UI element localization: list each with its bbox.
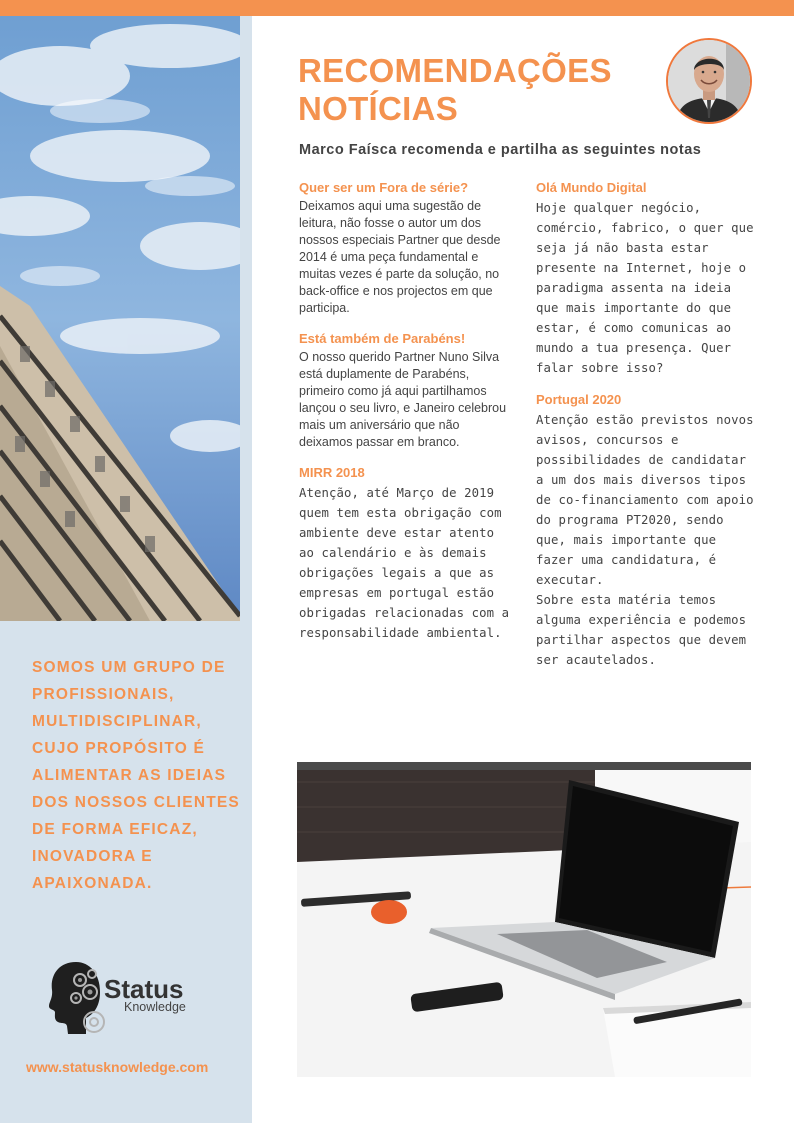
status-knowledge-logo <box>46 958 206 1038</box>
article-body: Atenção, até Março de 2019 quem tem esta obrigação com ambiente deve estar atento ao calendário e às demais obrigações legais a que as empresas em portugal estão obrigadas relacionadas com a responsabilidade ambiental. <box>299 486 510 640</box>
author-avatar <box>666 38 752 124</box>
article-heading: Quer ser um Fora de série? <box>299 180 469 195</box>
mission-statement: SOMOS UM GRUPO DE PROFISSIONAIS, MULTIDISCIPLINAR, CUJO PROPÓSITO É ALIMENTAR AS IDEIAS DOS NOSSOS CLIENTES DE FORMA EFICAZ, INOVADORA E APAIXONADA. <box>32 659 240 892</box>
head-with-gears-icon <box>46 958 108 1036</box>
title-line-1: RECOMENDAÇÕES <box>298 52 612 89</box>
building-sky-photo <box>0 16 240 621</box>
title-line-2: NOTÍCIAS <box>298 90 459 127</box>
article-body: Deixamos aqui uma sugestão de leitura, não fosse o autor um dos nossos especiais Partner que desde 2014 é uma peça fundamental e muitas vezes é parte da solução, no back-office e nos projectos em que participa. <box>299 199 501 315</box>
article-heading: Está também de Parabéns! <box>299 331 466 346</box>
top-accent-bar <box>0 0 794 16</box>
article-heading: Olá Mundo Digital <box>536 180 647 195</box>
page-subtitle: Marco Faísca recomenda e partilha as seguintes notas <box>299 142 702 158</box>
website-link[interactable]: www.statusknowledge.com <box>26 1059 209 1075</box>
article-body-continued: Sobre esta matéria temos alguma experiência e podemos partilhar aspectos que devem ser acautelados. <box>536 593 747 667</box>
logo-name: Status <box>104 974 184 1004</box>
left-column <box>299 178 511 643</box>
article-body: Atenção estão previstos novos avisos, concursos e possibilidades de candidatar a um dos mais diversos tipos de co-financiamento com apoio do programa PT2020, sendo que, mais importante que fazer uma candidatura, é executar. <box>536 413 754 587</box>
logo-tagline: Knowledge <box>124 1000 186 1014</box>
article-mirr-2018 <box>299 463 511 643</box>
article-fora-de-serie <box>299 178 511 317</box>
article-heading: Portugal 2020 <box>536 392 622 407</box>
article-portugal-2020 <box>536 390 754 670</box>
article-parabens <box>299 329 511 451</box>
page-title <box>298 52 612 128</box>
article-body: Hoje qualquer negócio, comércio, fabrico, o quer que seja já não basta estar presente na Internet, hoje o paradigma assenta na ideia que mais importante do que estar, é como comunicas ao mundo a tua presença. Quer falar sobre isso? <box>536 201 754 375</box>
right-column <box>536 178 754 670</box>
article-body: O nosso querido Partner Nuno Silva está duplamente de Parabéns, primeiro como já aqui partilhamos lançou o seu livro, e Janeiro celebrou mais um aniversário que não deixamos passar em branco. <box>299 350 507 449</box>
article-mundo-digital <box>536 178 754 378</box>
laptop-desk-photo <box>297 762 751 1077</box>
article-heading: MIRR 2018 <box>299 465 365 480</box>
